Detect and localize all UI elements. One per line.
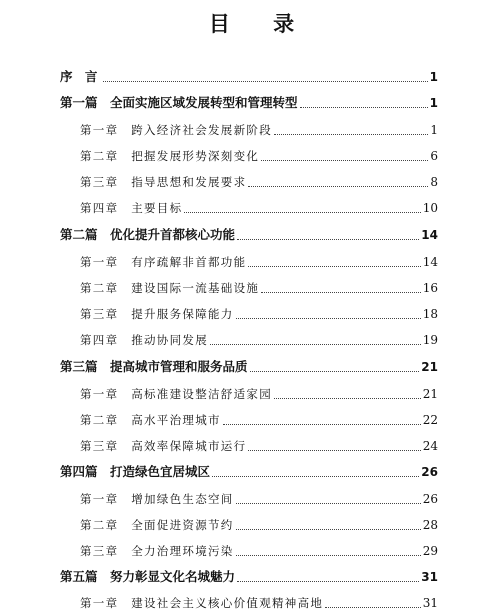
toc-entry-chapter[interactable]	[80, 411, 438, 429]
dot-leader	[103, 81, 427, 82]
toc-entry-chapter[interactable]	[80, 305, 438, 323]
toc-entry-label: 第四章 主要目标	[80, 201, 183, 215]
toc-entry-label: 第一章 高标准建设整洁舒适家园	[80, 387, 272, 401]
toc-entry-label: 第三章 高效率保障城市运行	[80, 439, 247, 453]
toc-entry-part-3[interactable]	[60, 358, 438, 376]
toc-entry-chapter[interactable]	[80, 199, 438, 217]
toc-entry-part-4[interactable]	[60, 463, 438, 481]
toc-entry-page: 10	[422, 201, 438, 215]
toc-entry-chapter[interactable]	[80, 385, 438, 403]
dot-leader	[236, 503, 421, 504]
dot-leader	[261, 160, 428, 161]
toc-entry-label: 第一章 有序疏解非首都功能	[80, 255, 247, 269]
dot-leader	[237, 239, 419, 240]
toc-entry-page: 8	[430, 175, 438, 189]
toc-entry-chapter[interactable]	[80, 516, 438, 534]
toc-entry-label: 序 言	[60, 69, 102, 84]
toc-entry-chapter[interactable]	[80, 173, 438, 191]
dot-leader	[248, 450, 420, 451]
dot-leader	[325, 607, 421, 608]
toc-entry-chapter[interactable]	[80, 542, 438, 560]
dot-leader	[184, 212, 420, 213]
dot-leader	[300, 107, 428, 108]
dot-leader	[250, 371, 420, 372]
toc-entry-page: 26	[422, 492, 438, 506]
dot-leader	[248, 266, 420, 267]
dot-leader	[261, 292, 421, 293]
toc-entry-page: 1	[429, 96, 438, 110]
toc-entry-part-2[interactable]	[60, 226, 438, 244]
toc-entry-page: 26	[421, 465, 438, 479]
toc-entry-label: 第三章 提升服务保障能力	[80, 307, 234, 321]
toc-entry-chapter[interactable]	[80, 490, 438, 508]
toc-entry-label: 第三章 全力治理环境污染	[80, 544, 234, 558]
toc-entry-label: 第二篇 优化提升首都核心功能	[60, 227, 236, 242]
toc-entry-page: 19	[422, 333, 438, 347]
dot-leader	[223, 424, 421, 425]
toc-entry-part-1[interactable]	[60, 94, 438, 112]
toc-entry-chapter[interactable]	[80, 437, 438, 455]
toc-entry-page: 14	[421, 228, 438, 242]
toc-entry-page: 21	[422, 387, 438, 401]
toc-entry-label: 第二章 高水平治理城市	[80, 413, 221, 427]
toc-entry-page: 28	[422, 518, 438, 532]
dot-leader	[236, 318, 421, 319]
toc-entry-page: 24	[422, 439, 438, 453]
dot-leader	[248, 186, 428, 187]
toc-entry-page: 31	[422, 596, 438, 610]
toc-entry-chapter[interactable]	[80, 279, 438, 297]
toc-entry-page: 29	[422, 544, 438, 558]
toc-entry-label: 第一章 建设社会主义核心价值观精神高地	[80, 596, 324, 610]
toc-entry-page: 16	[422, 281, 438, 295]
toc-entry-label: 第五篇 努力彰显文化名城魅力	[60, 569, 236, 584]
dot-leader	[274, 134, 428, 135]
toc-entry-page: 1	[429, 70, 438, 84]
toc-entry-label: 第二章 建设国际一流基础设施	[80, 281, 260, 295]
toc-entry-label: 第二章 把握发展形势深刻变化	[80, 149, 260, 163]
toc-entry-chapter[interactable]	[80, 121, 438, 139]
toc-entry-page: 22	[422, 413, 438, 427]
toc-entry-chapter[interactable]	[80, 253, 438, 271]
toc-entry-page: 18	[422, 307, 438, 321]
toc-entry-chapter[interactable]	[80, 594, 438, 612]
dot-leader	[274, 398, 421, 399]
dot-leader	[210, 344, 421, 345]
toc-entry-chapter[interactable]	[80, 331, 438, 349]
dot-leader	[236, 529, 421, 530]
page-title: 目 录	[208, 12, 313, 36]
toc-entry-label: 第一章 跨入经济社会发展新阶段	[80, 123, 272, 137]
toc-entry-preface[interactable]	[60, 68, 438, 86]
toc-entry-label: 第一篇 全面实施区域发展转型和管理转型	[60, 95, 298, 110]
dot-leader	[236, 555, 421, 556]
dot-leader	[212, 476, 419, 477]
toc-entry-page: 14	[422, 255, 438, 269]
toc-entry-label: 第四章 推动协同发展	[80, 333, 208, 347]
toc-entry-page: 6	[430, 149, 438, 163]
toc-entry-page: 31	[421, 570, 438, 584]
toc-entry-chapter[interactable]	[80, 147, 438, 165]
toc-entry-page: 21	[421, 360, 438, 374]
toc-entry-label: 第三篇 提高城市管理和服务品质	[60, 359, 248, 374]
toc-entry-label: 第一章 增加绿色生态空间	[80, 492, 234, 506]
toc-entry-label: 第四篇 打造绿色宜居城区	[60, 464, 211, 479]
toc-entry-label: 第二章 全面促进资源节约	[80, 518, 234, 532]
toc-entry-page: 1	[430, 123, 438, 137]
toc-entry-part-5[interactable]	[60, 568, 438, 586]
toc-entry-label: 第三章 指导思想和发展要求	[80, 175, 247, 189]
dot-leader	[237, 581, 419, 582]
